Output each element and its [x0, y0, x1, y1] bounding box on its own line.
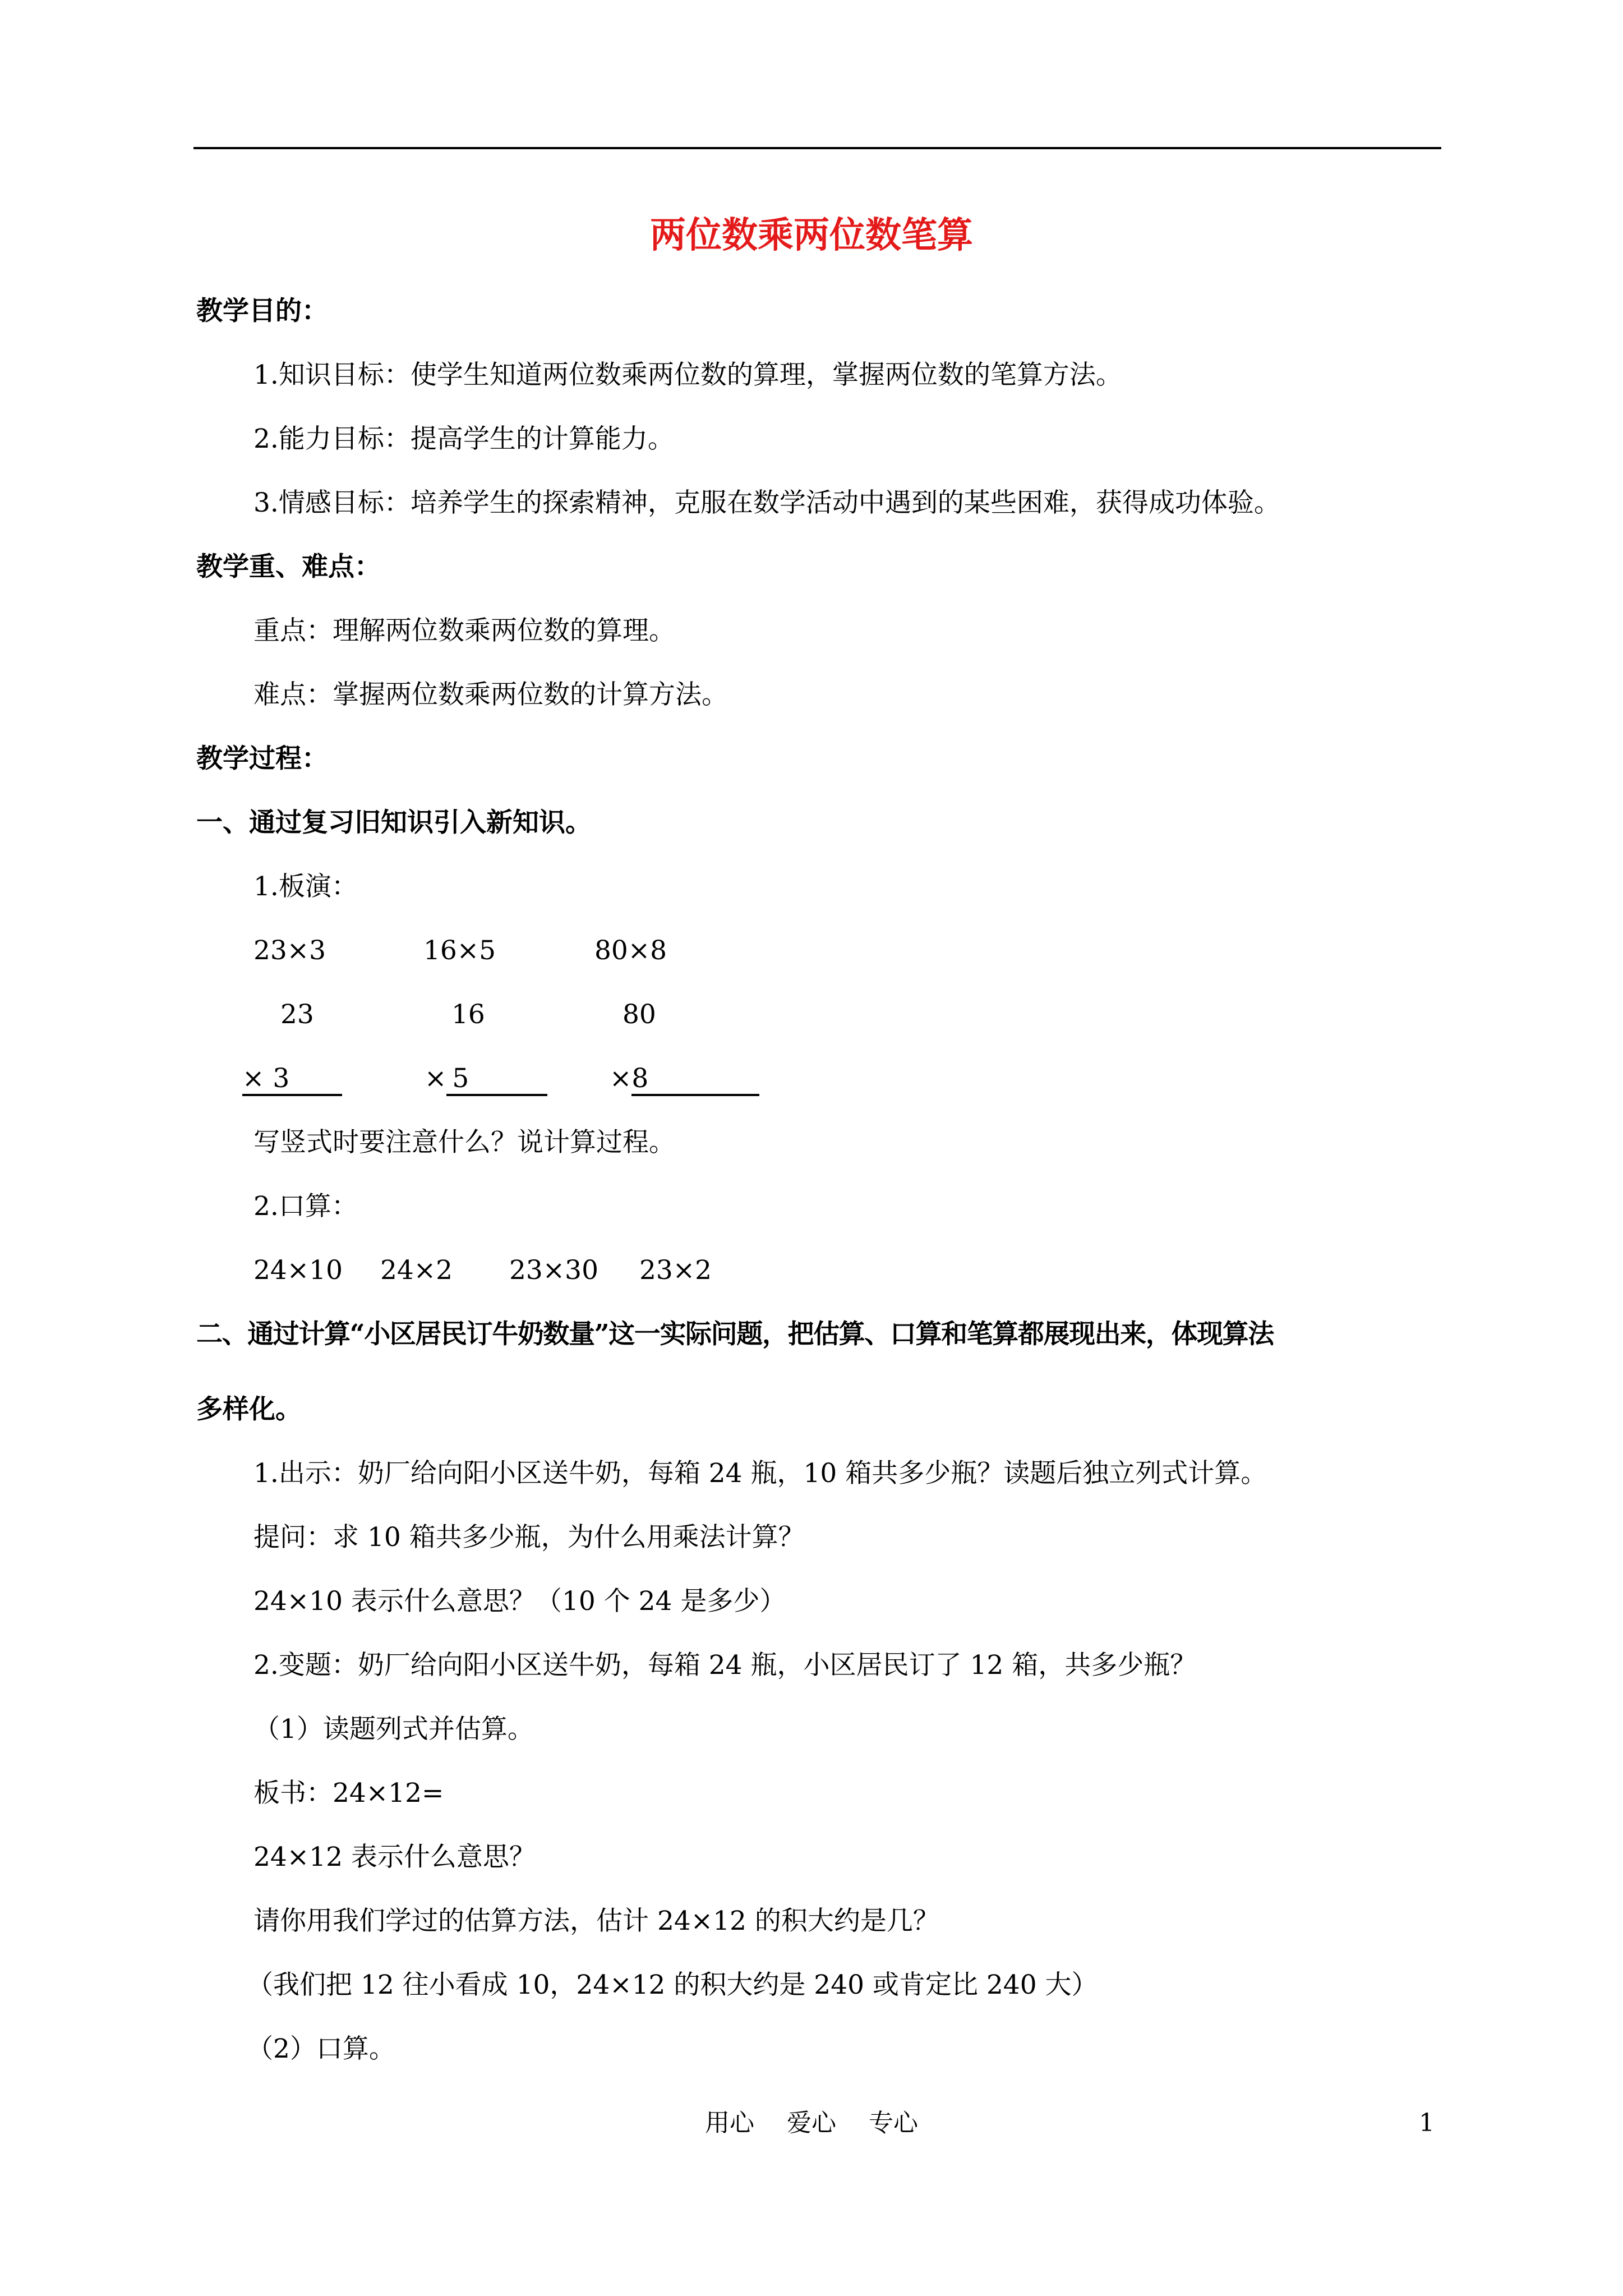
vertical-multiplier-3: ×8 — [610, 1059, 759, 1098]
section-heading-objectives: 教学目的： — [196, 296, 328, 326]
part-2-heading: 二、通过计算“小区居民订牛奶数量”这一实际问题，把估算、口算和笔算都展现出来，体现算法 — [196, 1319, 1274, 1350]
multiplier-digit: 8 — [631, 1063, 649, 1094]
multiplier-digit: 5 — [452, 1063, 469, 1094]
footer-word-1: 用心 — [705, 2109, 754, 2137]
header-rule — [193, 147, 1441, 149]
question-1: 提问：求 10 箱共多少瓶，为什么用乘法计算？ — [253, 1522, 805, 1553]
objective-2: 2.能力目标：提高学生的计算能力。 — [253, 424, 674, 454]
expression-1: 23×3 — [253, 935, 326, 966]
board-work-label: 1.板演： — [253, 871, 358, 902]
footer-word-3: 专心 — [869, 2109, 918, 2137]
document-title: 两位数乘两位数笔算 — [650, 214, 973, 256]
section-heading-process: 教学过程： — [196, 743, 328, 774]
section-heading-key-points: 教学重、难点： — [196, 551, 381, 582]
oral-calc-label: 2.口算： — [253, 1191, 358, 1222]
oral-item-1: 24×10 — [253, 1255, 343, 1286]
part-1-heading: 一、通过复习旧知识引入新知识。 — [196, 807, 592, 838]
estimation-question: 请你用我们学过的估算方法，估计 24×12 的积大约是几？ — [253, 1906, 939, 1936]
objective-1: 1.知识目标：使学生知道两位数乘两位数的算理，掌握两位数的笔算方法。 — [253, 360, 1122, 390]
vertical-multiplier-2: × 5 — [425, 1059, 547, 1098]
page-footer — [0, 2104, 1623, 2143]
meaning-1: 24×10 表示什么意思？（10 个 24 是多少） — [253, 1586, 786, 1617]
estimation-answer: （我们把 12 往小看成 10，24×12 的积大约是 240 或肯定比 240 大） — [247, 1970, 1098, 2000]
difficult-point: 难点：掌握两位数乘两位数的计算方法。 — [253, 679, 728, 710]
vertical-multiplier-1: × 3 — [242, 1059, 342, 1098]
step-2: （2）口算。 — [247, 2033, 395, 2064]
board-writing: 板书：24×12= — [253, 1778, 444, 1809]
multiplier-digit: 3 — [273, 1063, 290, 1094]
problem-1: 1.出示：奶厂给向阳小区送牛奶，每箱 24 瓶，10 箱共多少瓶？读题后独立列式计算。 — [253, 1458, 1267, 1489]
objective-3: 3.情感目标：培养学生的探索精神，克服在数学活动中遇到的某些困难，获得成功体验。 — [253, 487, 1280, 518]
part-2-heading-cont: 多样化。 — [196, 1394, 302, 1425]
oral-item-4: 23×2 — [639, 1255, 712, 1286]
oral-item-3: 23×30 — [509, 1255, 598, 1286]
problem-2: 2.变题：奶厂给向阳小区送牛奶，每箱 24 瓶，小区居民订了 12 箱，共多少瓶？ — [253, 1650, 1197, 1681]
question-vertical-form: 写竖式时要注意什么？说计算过程。 — [253, 1127, 675, 1158]
footer-word-2: 爱心 — [787, 2109, 836, 2137]
vertical-top-2: 16 — [451, 999, 485, 1030]
vertical-top-1: 23 — [280, 999, 314, 1030]
meaning-2: 24×12 表示什么意思？ — [253, 1842, 536, 1872]
expression-2: 16×5 — [423, 935, 496, 966]
key-point: 重点：理解两位数乘两位数的算理。 — [253, 615, 675, 646]
oral-item-2: 24×2 — [380, 1255, 453, 1286]
step-1: （1）读题列式并估算。 — [253, 1714, 534, 1745]
expression-3: 80×8 — [594, 935, 667, 966]
vertical-top-3: 80 — [623, 999, 656, 1030]
page-number: 1 — [1419, 2109, 1435, 2137]
